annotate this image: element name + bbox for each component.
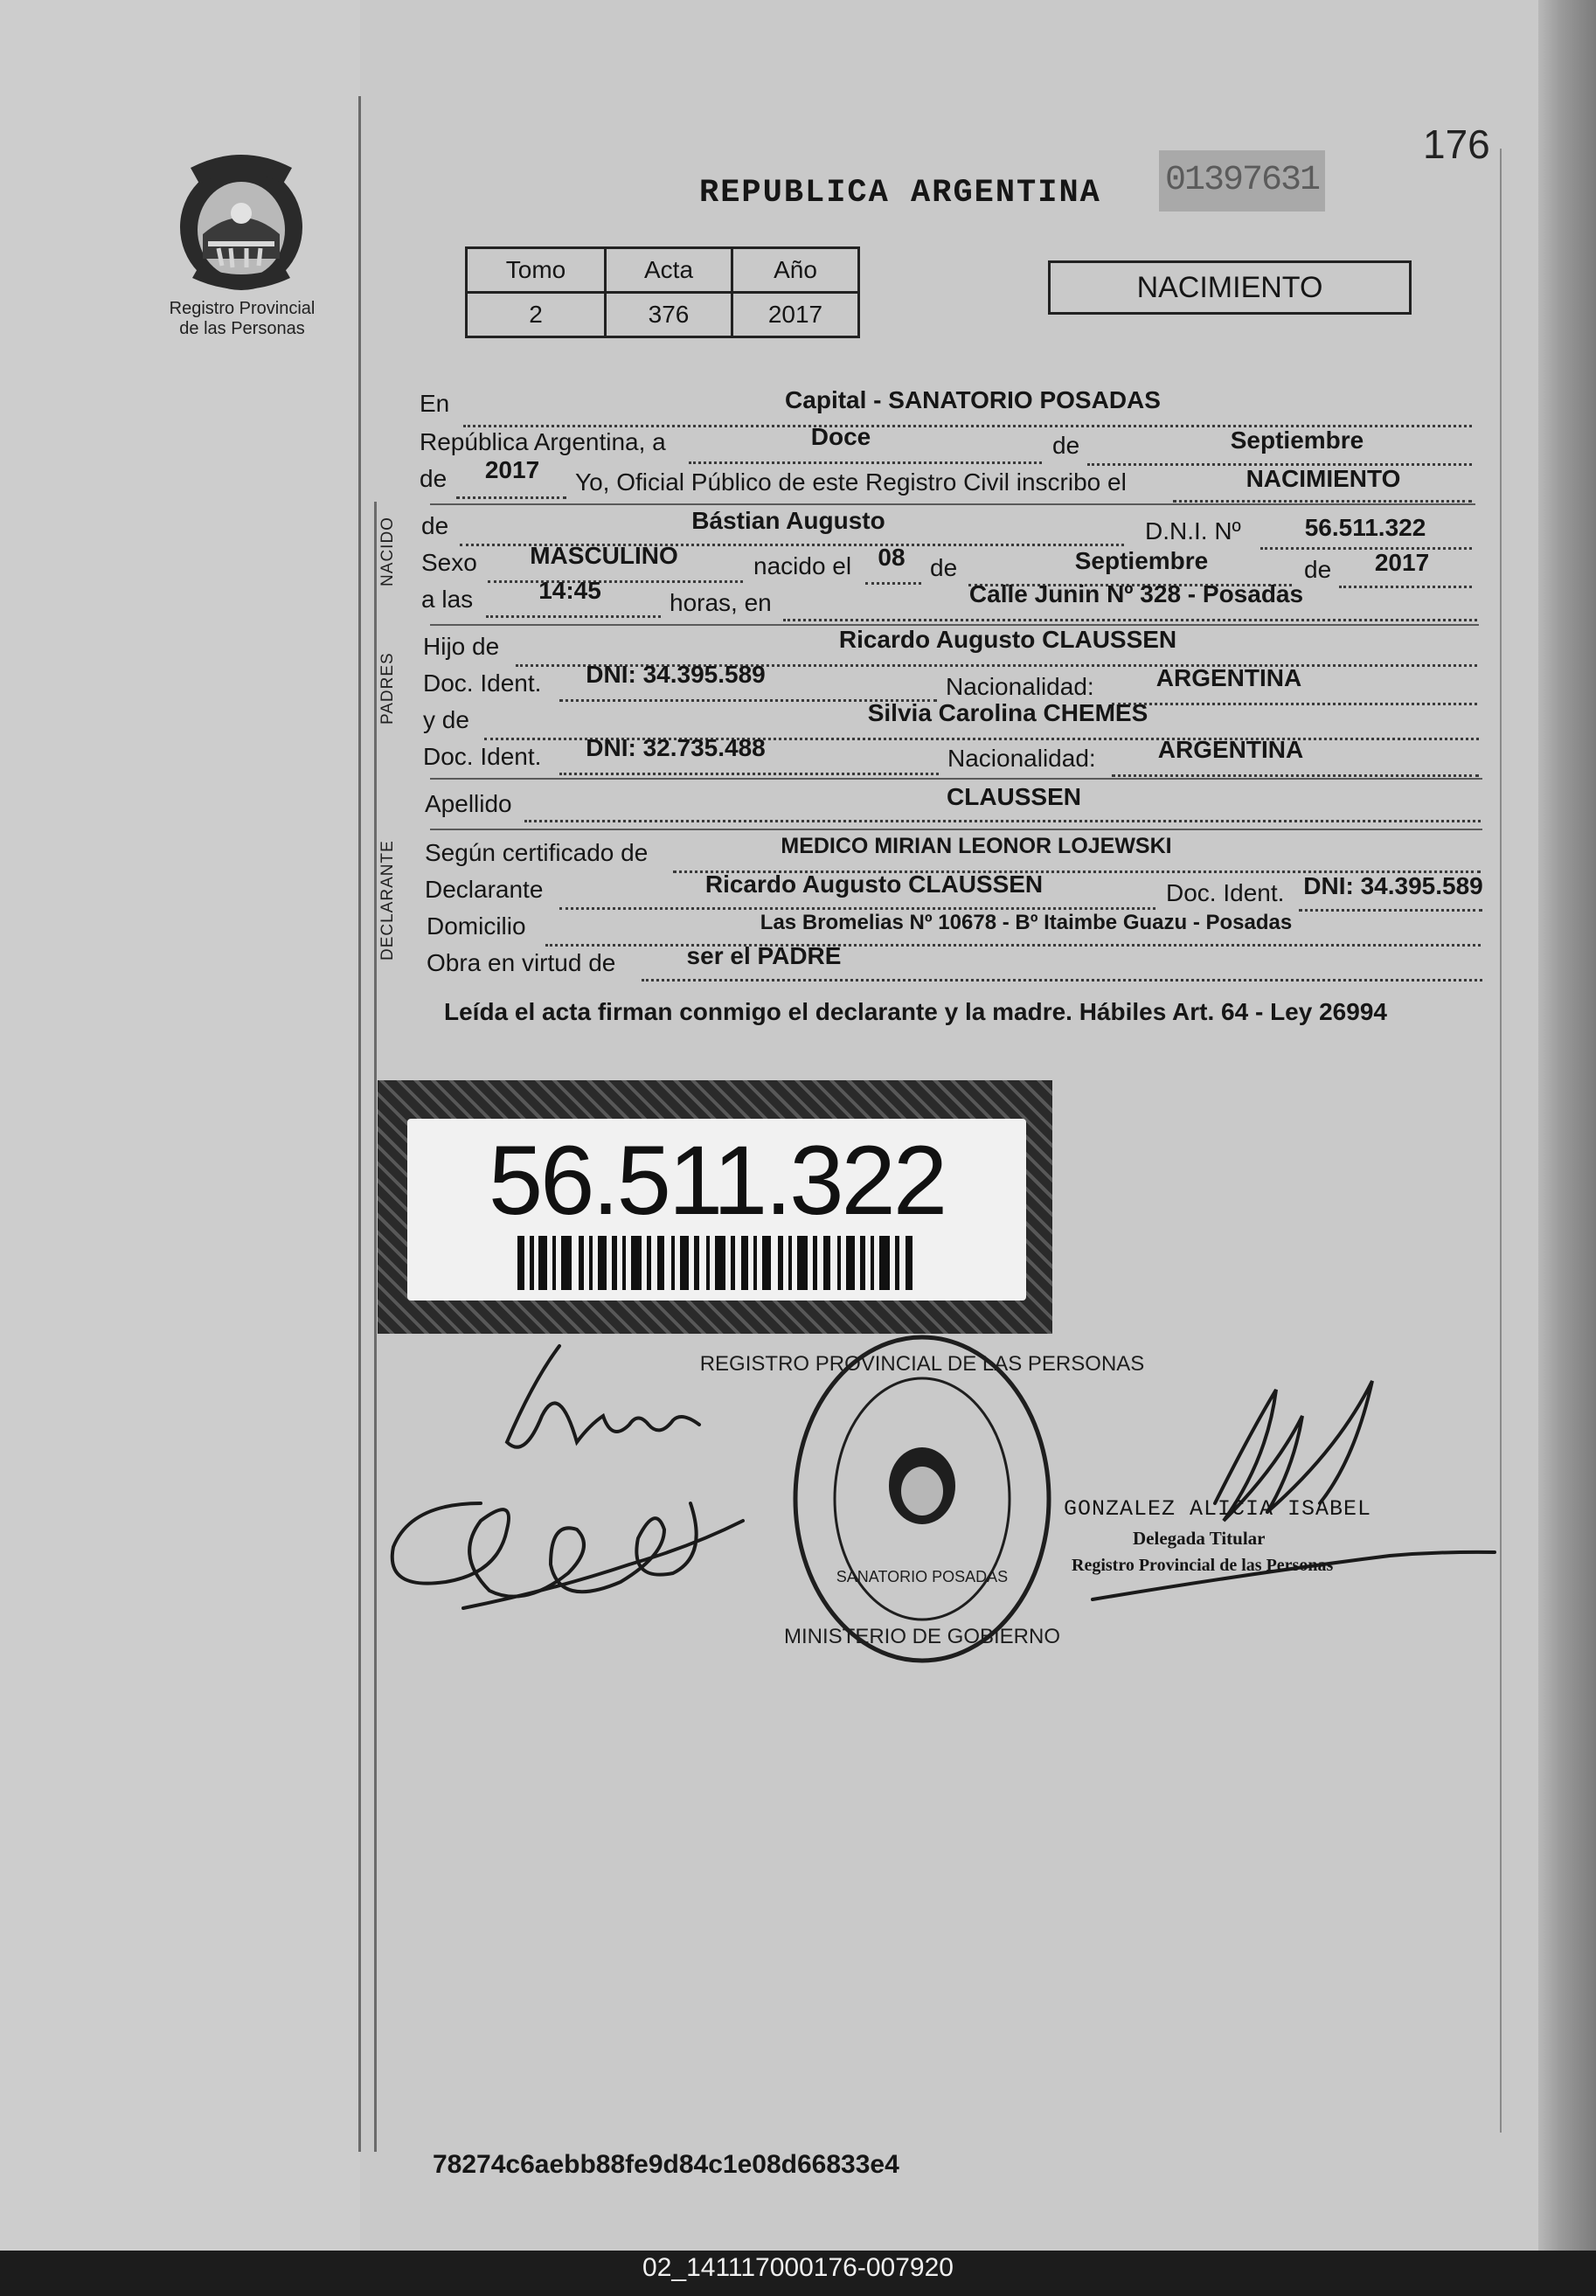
section-label-declarante: DECLARANTE — [378, 840, 397, 961]
value-day: Doce — [810, 423, 871, 450]
value-year: 2017 — [484, 456, 540, 483]
scan-footer-id: 02_141117000176-007920 — [642, 2253, 954, 2282]
logo-caption-line-2: de las Personas — [179, 319, 305, 338]
value-father-nationality: ARGENTINA — [1155, 664, 1302, 691]
label-doc-ident-declarant: Doc. Ident. — [1166, 879, 1285, 906]
value-declarant-doc: DNI: 34.395.589 — [1303, 872, 1483, 899]
dni-sticker — [407, 1119, 1026, 1301]
value-birth-place: Calle Junin Nº 328 - Posadas — [968, 580, 1304, 607]
separator-line — [430, 503, 1475, 505]
value-father: Ricardo Augusto CLAUSSEN — [838, 626, 1177, 653]
value-sex: MASCULINO — [530, 542, 678, 569]
label-nacido-el: nacido el — [753, 552, 852, 579]
label-de-nombre: de — [421, 512, 449, 539]
table-header-acta: Acta — [606, 248, 732, 293]
dni-sticker-number: 56.511.322 — [488, 1126, 946, 1235]
value-month: Septiembre — [1230, 427, 1364, 454]
label-apellido: Apellido — [425, 790, 512, 817]
value-mother-doc: DNI: 32.735.488 — [586, 734, 766, 761]
value-mother-nationality: ARGENTINA — [1157, 736, 1304, 763]
serial-number-stamp: 01397631 — [1159, 150, 1325, 212]
value-birth-day: 08 — [878, 544, 906, 571]
label-a-las: a las — [421, 586, 474, 613]
value-birth-year: 2017 — [1374, 549, 1430, 576]
value-dni: 56.511.322 — [1304, 514, 1426, 541]
logo-caption-line-1: Registro Provincial — [169, 299, 316, 318]
svg-text:MINISTERIO DE GOBIERNO: MINISTERIO DE GOBIERNO — [783, 1625, 1061, 1648]
barcode-icon — [517, 1236, 919, 1290]
separator-line — [430, 778, 1482, 780]
svg-text:REGISTRO PROVINCIAL DE LAS PER: REGISTRO PROVINCIAL DE LAS PERSONAS — [699, 1352, 1145, 1376]
table-header-anio: Año — [732, 248, 859, 293]
table-header-row — [467, 248, 859, 293]
label-republica: República Argentina, a — [420, 428, 666, 455]
label-segun-certificado: Según certificado de — [425, 839, 649, 866]
table-header-tomo: Tomo — [467, 248, 606, 293]
label-nacionalidad-father: Nacionalidad: — [946, 673, 1094, 700]
left-margin-line — [358, 96, 361, 2152]
official-seal — [699, 1328, 1145, 1669]
official-signature — [1075, 1363, 1512, 1617]
section-label-nacido: NACIDO — [378, 517, 397, 586]
table-cell-anio: 2017 — [732, 293, 859, 337]
legal-text: Leída el acta firman conmigo el declarante y la madre. Hábiles Art. 64 - Ley 26994 — [444, 998, 1387, 1025]
section-label-padres: PADRES — [378, 652, 397, 725]
right-margin-line — [1500, 149, 1502, 2133]
label-doc-ident-father: Doc. Ident. — [423, 669, 542, 697]
value-time: 14:45 — [538, 577, 601, 604]
document-hash: 78274c6aebb88fe9d84c1e08d66833e4 — [433, 2150, 899, 2179]
label-y-de: y de — [423, 706, 469, 733]
provincia-misiones-logo — [173, 147, 309, 292]
value-child-name: Bástian Augusto — [691, 507, 885, 534]
value-father-doc: DNI: 34.395.589 — [586, 661, 766, 688]
label-dni: D.N.I. Nº — [1145, 517, 1241, 545]
logo-caption — [149, 299, 336, 339]
separator-line — [430, 829, 1482, 830]
official-role: Delegada Titular — [1133, 1528, 1266, 1549]
value-record-type: NACIMIENTO — [1246, 465, 1401, 492]
value-place: Capital - SANATORIO POSADAS — [785, 386, 1161, 413]
value-certificate: MEDICO MIRIAN LEONOR LOJEWSKI — [781, 834, 1172, 858]
label-de-birth-month: de — [930, 554, 958, 581]
value-declarant: Ricardo Augusto CLAUSSEN — [704, 871, 1044, 898]
form-left-line — [374, 502, 377, 2152]
table-cell-tomo: 2 — [467, 293, 606, 337]
label-en: En — [420, 390, 450, 417]
label-hijo-de: Hijo de — [423, 633, 500, 660]
label-horas-en: horas, en — [670, 589, 772, 616]
label-obra: Obra en virtud de — [427, 949, 616, 976]
record-type-box: NACIMIENTO — [1048, 260, 1412, 315]
official-office: Registro Provincial de las Personas — [1072, 1556, 1334, 1575]
table-cell-acta: 376 — [606, 293, 732, 337]
label-domicilio: Domicilio — [427, 912, 526, 940]
value-surname: CLAUSSEN — [946, 783, 1082, 810]
label-de-month: de — [1052, 432, 1080, 459]
label-de-birth-year: de — [1304, 556, 1332, 583]
page-number: 176 — [1423, 121, 1490, 167]
value-mother: Silvia Carolina CHEMES — [867, 699, 1148, 726]
label-nacionalidad-mother: Nacionalidad: — [947, 745, 1096, 772]
stacked-pages-edge — [1538, 0, 1596, 2251]
label-declarante: Declarante — [425, 876, 544, 903]
value-birth-month: Septiembre — [1074, 547, 1209, 574]
label-sexo: Sexo — [421, 549, 477, 576]
tomo-acta-anio-table — [465, 246, 860, 338]
page-title: REPUBLICA ARGENTINA — [699, 175, 1101, 212]
value-reason: ser el PADRE — [686, 942, 842, 969]
official-name: GONZALEZ ALICIA ISABEL — [1064, 1496, 1372, 1522]
value-address: Las Bromelias Nº 10678 - Bº Itaimbe Guazu - Posadas — [760, 911, 1293, 934]
label-doc-ident-mother: Doc. Ident. — [423, 743, 542, 770]
declarant-signature — [376, 1328, 760, 1652]
svg-text:SANATORIO POSADAS: SANATORIO POSADAS — [836, 1568, 1009, 1585]
label-de-year: de — [420, 465, 448, 492]
table-row — [467, 293, 859, 337]
label-oficial: Yo, Oficial Público de este Registro Civil inscribo el — [575, 468, 1127, 496]
